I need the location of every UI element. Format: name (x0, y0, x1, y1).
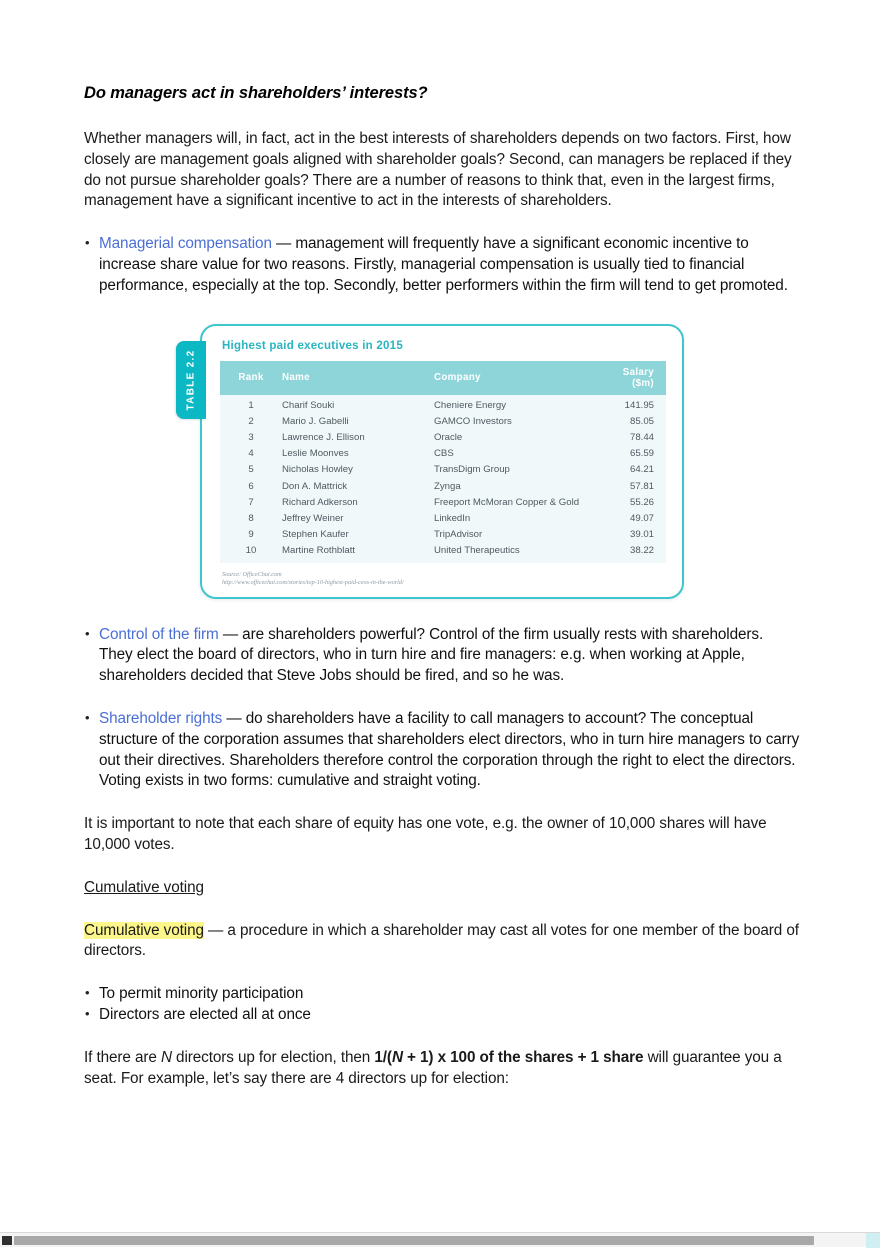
cell-name: Richard Adkerson (282, 496, 358, 508)
cell-company: TripAdvisor (434, 529, 483, 541)
cell-salary: 141.95 (624, 399, 654, 411)
closing-formula-part-2: + 1) x 100 of the shares + 1 share (402, 1048, 644, 1066)
bullet-body-control-of-the-firm: are shareholders powerful? Control of the firm usually rests with shareholders. They elect the board of directors, who in turn hire and fire managers: e.g. when working at Apple, shareholders decided that Steve Jobs should be fired, and so he was. (99, 625, 764, 685)
cell-name: Mario J. Gabelli (282, 415, 349, 427)
bullet-term-control-of-the-firm: Control of the firm (99, 625, 219, 643)
cell-name: Martine Rothblatt (282, 545, 356, 557)
closing-formula-n: N (391, 1048, 403, 1066)
bullet-control-of-the-firm (84, 625, 800, 687)
intro-paragraph: Whether managers will, in fact, act in the best interests of shareholders depends on two factors. First, how closely are management goals aligned with shareholder goals? Second, can managers be replaced if they do not pursue shareholder goals? There are a number of reasons to think that, even in the largest firms, management have a significant incentive to act in the interests of shareholders. (84, 130, 792, 210)
page-title: Do managers act in shareholders’ interests? (84, 84, 428, 102)
closing-pre-text: If there are (84, 1048, 161, 1066)
reasons-bullet-list-continued (84, 625, 800, 793)
cell-salary: 49.07 (629, 512, 654, 524)
cell-name: Don A. Mattrick (282, 480, 348, 492)
sub-bullet-elected-all-at-once: • Directors are elected all at once (84, 1005, 800, 1026)
bullet-body-managerial-compensation: management will frequently have a significant economic incentive to increase share value for two reasons. Firstly, managerial compensation is usually tied to financial performance, especially at the top. Secondly, better performers within the firm will tend to get promoted. (99, 235, 788, 294)
cell-company: TransDigm Group (434, 464, 510, 476)
equity-note-block (84, 814, 800, 856)
table-source-line-2: http://www.officechai.com/stories/top-10-highest-paid-ceos-in-the-world/ (222, 579, 404, 587)
cell-name: Jeffrey Weiner (282, 512, 344, 524)
cell-company: LinkedIn (434, 512, 471, 524)
table-number-label: TABLE 2.2 (185, 349, 197, 411)
bullet-term-managerial-compensation: Managerial compensation (99, 235, 272, 253)
cell-name: Charif Souki (282, 399, 335, 411)
bullet-dash: — (218, 625, 243, 643)
scrollbar-corner (866, 1233, 880, 1248)
closing-formula-part-1: 1/( (374, 1048, 392, 1066)
definition-dash: — (203, 921, 228, 939)
cell-name: Nicholas Howley (282, 464, 353, 476)
highlighted-term: Cumulative voting (84, 921, 204, 939)
cell-rank: 3 (248, 431, 254, 443)
cell-name: Leslie Moonves (282, 448, 349, 460)
table-row (220, 494, 666, 510)
bullet-managerial-compensation (84, 234, 800, 296)
table-row (220, 510, 666, 526)
column-header-name: Name (278, 361, 430, 395)
cumulative-voting-definition (84, 921, 800, 963)
table-row (220, 526, 666, 542)
table-row (220, 413, 666, 429)
bullet-term-shareholder-rights: Shareholder rights (99, 709, 223, 727)
table-row (220, 395, 666, 414)
reasons-bullet-list (84, 234, 800, 296)
table-row (220, 543, 666, 564)
cell-rank: 10 (245, 545, 257, 557)
table-header-row (220, 361, 666, 395)
cell-company: United Therapeutics (434, 545, 520, 557)
table-source-note (222, 571, 666, 587)
table-body (220, 395, 666, 564)
bullet-dash: — (222, 709, 246, 727)
bullet-shareholder-rights (84, 709, 800, 792)
cell-company: Zynga (434, 480, 461, 492)
equity-note-paragraph: It is important to note that each share of equity has one vote, e.g. the owner of 10,000 shares will have 10,000 votes. (84, 815, 767, 853)
cell-rank: 4 (248, 448, 254, 460)
closing-italic-n: N (160, 1048, 172, 1066)
table-head (220, 361, 666, 395)
cell-salary: 38.22 (629, 545, 654, 557)
cell-rank: 5 (248, 464, 254, 476)
cell-company: GAMCO Investors (434, 415, 512, 427)
closing-post-text: will guarantee you a seat. For example, let’s say there are 4 directors up for election: (84, 1048, 782, 1087)
cell-rank: 6 (248, 480, 254, 492)
table-row (220, 462, 666, 478)
cumulative-voting-definition-block (84, 921, 800, 963)
scroll-left-arrow-icon[interactable] (2, 1236, 12, 1245)
closing-paragraph-block (84, 1048, 800, 1090)
horizontal-scrollbar[interactable] (0, 1232, 880, 1247)
bullet-body-shareholder-rights: do shareholders have a facility to call managers to account? The conceptual structure of the corporation assumes that shareholders elect directors, who in turn hire managers to carry out their directives. Shareholders therefore control the corporation through the right to elect the directors. Voting exists in two forms: cumulative and straight voting. (99, 709, 800, 790)
cell-salary: 78.44 (629, 431, 654, 443)
cell-company: CBS (434, 448, 454, 460)
table-row (220, 478, 666, 494)
section-heading-cumulative-voting: Cumulative voting (84, 878, 204, 896)
table-row (220, 446, 666, 462)
cell-name: Lawrence J. Ellison (282, 431, 365, 443)
cell-rank: 7 (248, 496, 254, 508)
table-figure (84, 319, 800, 601)
cell-rank: 9 (248, 529, 254, 541)
cumulative-voting-sub-bullets (84, 984, 800, 1026)
closing-paragraph (84, 1048, 800, 1090)
closing-mid-text: directors up for election, then (171, 1048, 375, 1066)
cell-salary: 55.26 (629, 496, 654, 508)
cell-salary: 65.59 (629, 448, 654, 460)
column-header-salary: Salary ($m) (614, 361, 666, 395)
table-card (200, 324, 684, 599)
sub-bullet-minority-participation: • To permit minority participation (84, 984, 800, 1005)
cell-salary: 57.81 (629, 480, 654, 492)
bullet-dash: — (271, 235, 296, 253)
cell-name: Stephen Kaufer (282, 529, 349, 541)
table-source-line-1: Source: OfficeChai.com (222, 571, 282, 579)
executives-table (220, 361, 666, 564)
cell-company: Cheniere Energy (434, 399, 506, 411)
cell-salary: 64.21 (629, 464, 654, 476)
table-row (220, 429, 666, 445)
cell-rank: 8 (248, 512, 254, 524)
cell-salary: 85.05 (629, 415, 654, 427)
table-caption: Highest paid executives in 2015 (222, 339, 403, 352)
column-header-company: Company (430, 361, 614, 395)
cell-salary: 39.01 (629, 529, 654, 541)
definition-body: a procedure in which a shareholder may cast all votes for one member of the board of directors. (84, 921, 799, 960)
scrollbar-thumb[interactable] (14, 1236, 814, 1245)
column-header-rank: Rank (220, 361, 278, 395)
cumulative-voting-heading-block (84, 878, 800, 899)
cell-rank: 1 (248, 399, 254, 411)
cell-company: Oracle (434, 431, 463, 443)
cell-company: Freeport McMoran Copper & Gold (434, 496, 580, 508)
cell-rank: 2 (248, 415, 254, 427)
intro-paragraph-block (84, 129, 800, 212)
table-number-tab (176, 341, 206, 419)
